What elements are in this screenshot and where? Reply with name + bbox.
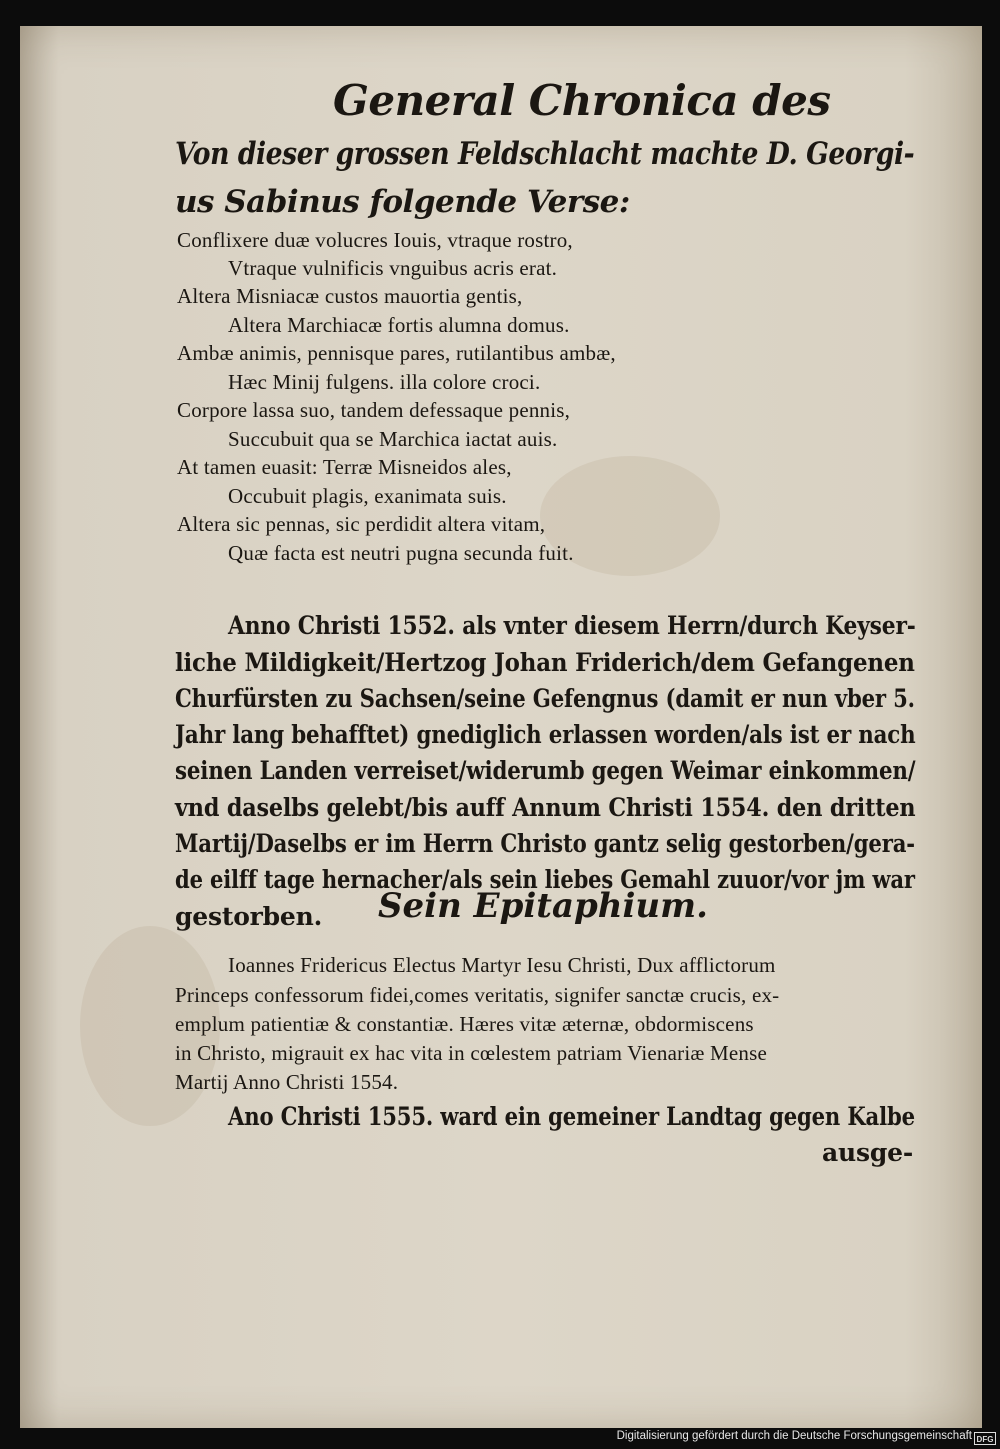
verse-line: Occubuit plagis, exanimata suis. [228, 484, 507, 508]
running-title: General Chronica des [333, 76, 831, 125]
epitaph-heading: Sein Epitaphium. [378, 886, 708, 926]
paragraph-line: Martij/Daselbs er im Herrn Christo gantz selig gestorben/gera- [175, 829, 915, 858]
verse-line: At tamen euasit: Terræ Misneidos ales, [177, 455, 512, 479]
paragraph-line: Anno Christi 1552. als vnter diesem Herrn/durch Keyser- [228, 611, 916, 640]
paragraph-line: seinen Landen verreiset/widerumb gegen Weimar einkommen/ [175, 756, 916, 785]
epitaph-line: Ioannes Fridericus Electus Martyr Iesu Christi, Dux afflictorum [228, 953, 776, 977]
closing-line: Ano Christi 1555. ward ein gemeiner Landtag gegen Kalbe [228, 1102, 915, 1131]
paragraph-line: de eilff tage hernacher/als sein liebes Gemahl zuuor/vor jm war [175, 865, 915, 894]
verse-line: Hæc Minij fulgens. illa colore croci. [228, 370, 541, 394]
verse-line: Altera Misniacæ custos mauortia gentis, [177, 284, 523, 308]
verse-line: Altera Marchiacæ fortis alumna domus. [228, 313, 570, 337]
epitaph-line: emplum patientiæ & constantiæ. Hæres vitæ æternæ, obdormiscens [175, 1012, 754, 1036]
paragraph-line: Jahr lang behafftet) gnediglich erlassen worden/als ist er nach [175, 720, 916, 749]
paragraph-line: gestorben. [175, 902, 323, 931]
verse-line: Ambæ animis, pennisque pares, rutilantibus ambæ, [177, 341, 616, 365]
verse-line: Vtraque vulnificis vnguibus acris erat. [228, 256, 558, 280]
dfg-logo: DFG [974, 1432, 996, 1445]
verse-line: Succubuit qua se Marchica iactat auis. [228, 427, 558, 451]
epitaph-line: Princeps confessorum fidei,comes veritatis, signifer sanctæ crucis, ex- [175, 983, 780, 1007]
verse-line: Conflixere duæ volucres Iouis, vtraque rostro, [177, 228, 573, 252]
epitaph-line: Martij Anno Christi 1554. [175, 1070, 399, 1094]
catchword: ausge- [822, 1138, 914, 1167]
verse-line: Quæ facta est neutri pugna secunda fuit. [228, 541, 574, 565]
paragraph-line: liche Mildigkeit/Hertzog Johan Friderich/dem Gefangenen [175, 648, 915, 677]
footer-bar [0, 1428, 1000, 1449]
paragraph-line: Churfürsten zu Sachsen/seine Gefengnus (damit er nun vber 5. [175, 684, 915, 713]
verse-line: Altera sic pennas, sic perdidit altera vitam, [177, 512, 546, 536]
intro-line: Von dieser grossen Feldschlacht machte D. Georgi- [175, 136, 915, 172]
footer-credit: Digitalisierung gefördert durch die Deutsche Forschungsgemeinschaft [616, 1430, 972, 1442]
epitaph-line: in Christo, migrauit ex hac vita in cœlestem patriam Vienariæ Mense [175, 1041, 768, 1065]
paragraph-line: vnd daselbs gelebt/bis auff Annum Christi 1554. den dritten [175, 793, 916, 822]
verse-line: Corpore lassa suo, tandem defessaque pennis, [177, 398, 571, 422]
intro-line: us Sabinus folgende Verse: [175, 184, 630, 220]
